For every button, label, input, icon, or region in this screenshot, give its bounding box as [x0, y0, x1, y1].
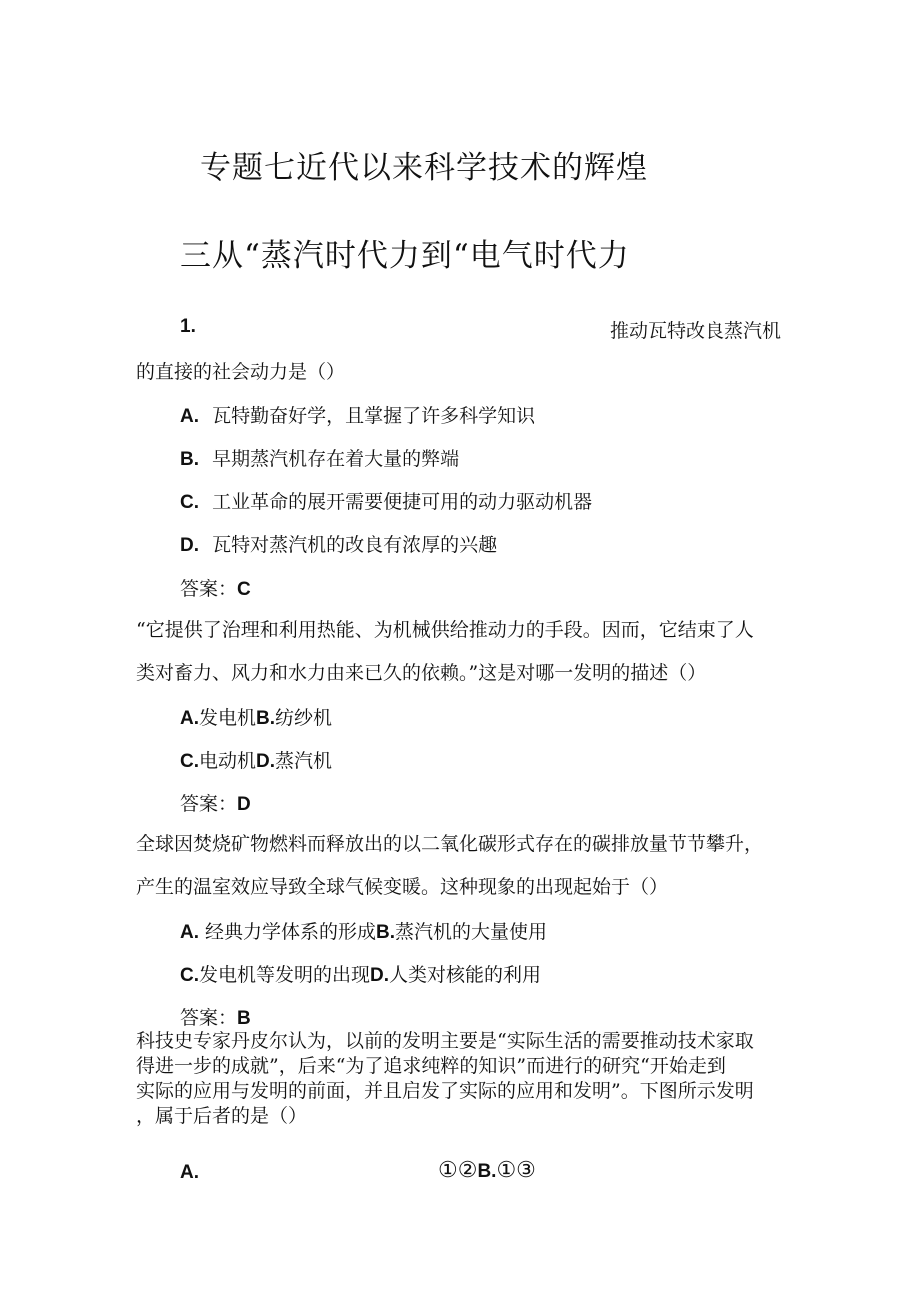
- answer-value: B: [237, 1008, 251, 1029]
- option-letter: B.: [180, 449, 199, 470]
- option-letter: A.: [180, 922, 199, 943]
- option-text: 发电机: [199, 707, 257, 729]
- q1-number: 1.: [180, 316, 196, 337]
- option-letter: D.: [256, 751, 276, 772]
- option-letter: A.: [180, 406, 199, 427]
- q4-line-3: 实际的应用与发明的前面，并且启发了实际的应用和发明”。下图所示发明: [136, 1080, 754, 1102]
- q4-option-a-letter: A.: [180, 1162, 199, 1183]
- q4-line-4: ，属于后者的是（）: [136, 1105, 308, 1127]
- option-text: 经典力学体系的形成: [205, 921, 377, 943]
- q3-answer: [180, 1003, 251, 1030]
- answer-value: C: [237, 579, 251, 600]
- option-letter: D.: [180, 535, 199, 556]
- answer-label: 答案：: [180, 793, 238, 815]
- q2-stem: [136, 609, 754, 695]
- option-text: 纺纱机: [275, 707, 333, 729]
- q3-line-2: 产生的温室效应导致全球气候变暖。这种现象的出现起始于（）: [136, 876, 669, 898]
- q1-option-a: [180, 401, 535, 428]
- q2-line-1: “它提供了治理和利用热能、为机械供给推动力的手段。因而，它结束了人: [136, 619, 754, 641]
- option-text: 早期蒸汽机存在着大量的弊端: [212, 448, 460, 470]
- q1-option-d: [180, 530, 497, 557]
- option-text: 电动机: [199, 750, 257, 772]
- option-letter: B.: [376, 922, 396, 943]
- option-text: ①②: [438, 1158, 478, 1183]
- option-letter: B.: [256, 708, 276, 729]
- q4-line-2: 得进一步的成就”，后来“为了追求纯粹的知识”而进行的研究“开始走到: [136, 1055, 726, 1077]
- option-letter: D.: [370, 965, 390, 986]
- option-letter: B.: [477, 1161, 497, 1182]
- q1-text-cont: 的直接的社会动力是（）: [136, 361, 346, 383]
- option-text: 蒸汽机: [275, 750, 333, 772]
- q3-options-ab: [180, 917, 547, 944]
- q1-text-right: 推动瓦特改良蒸汽机: [610, 320, 782, 342]
- answer-label: 答案：: [180, 578, 238, 600]
- answer-label: 答案：: [180, 1007, 238, 1029]
- option-letter: C.: [180, 492, 199, 513]
- q2-options-cd: [180, 746, 332, 773]
- option-letter: C.: [180, 965, 199, 986]
- q2-options-ab: [180, 703, 332, 730]
- q1-option-c: [180, 487, 592, 514]
- q3-stem: [136, 823, 763, 909]
- option-text: 人类对核能的利用: [389, 964, 542, 986]
- q4-options-ab: [438, 1158, 536, 1183]
- option-text: 工业革命的展开需要便捷可用的动力驱动机器: [212, 491, 593, 513]
- option-letter: A.: [180, 708, 199, 729]
- option-text: 蒸汽机的大量使用: [395, 921, 548, 943]
- option-letter: C.: [180, 751, 199, 772]
- q4-line-1: 科技史专家丹皮尔认为，以前的发明主要是“实际生活的需要推动技术家取: [136, 1030, 754, 1052]
- q2-answer: [180, 789, 251, 816]
- option-text: 瓦特勤奋好学，且掌握了许多科学知识: [212, 405, 536, 427]
- q3-options-cd: [180, 960, 541, 987]
- page-subtitle: 三从“蒸汽时代力到“电气时代力: [180, 238, 630, 274]
- answer-value: D: [237, 794, 251, 815]
- q1-answer: [180, 574, 251, 601]
- q3-line-1: 全球因焚烧矿物燃料而释放出的以二氧化碳形式存在的碳排放量节节攀升，: [136, 833, 764, 855]
- q1-option-b: [180, 444, 459, 471]
- option-text: ①③: [496, 1158, 536, 1183]
- q4-stem: [136, 1029, 754, 1129]
- q2-line-2: 类对畜力、风力和水力由来已久的依赖。”这是对哪一发明的描述（）: [136, 662, 707, 684]
- option-text: 瓦特对蒸汽机的改良有浓厚的兴趣: [212, 534, 498, 556]
- page-title: 专题七近代以来科学技术的辉煌: [200, 150, 648, 186]
- option-text: 发电机等发明的出现: [199, 964, 371, 986]
